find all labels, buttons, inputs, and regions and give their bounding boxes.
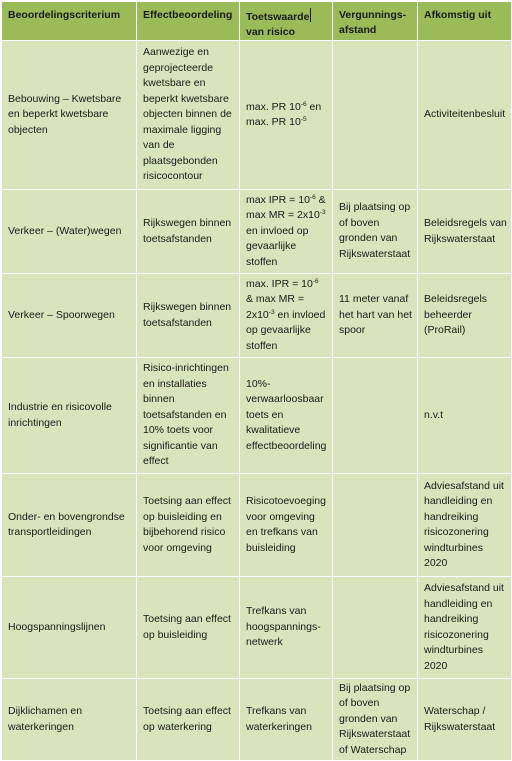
header-beoordelingscriterium: Beoordelingscriterium — [2, 2, 137, 41]
cell-criterium: Bebouwing – Kwetsbare en beperkt kwetsbare objecten — [2, 41, 137, 190]
header-vergunning-line1: Vergunnings- — [339, 9, 407, 21]
cell-afkomstig: Waterschap / Rijkswaterstaat — [418, 679, 512, 761]
header-toetswaarde-line2: van risico — [246, 26, 296, 38]
header-toetswaarde-line1: Toetswaarde — [246, 11, 310, 23]
cell-toets: Risicotoevoeging voor omgeving en trefkans van buisleiding — [240, 474, 333, 577]
cell-afkomstig: Adviesafstand uit handleiding en handreiking risicozonering windturbines 2020 — [418, 577, 512, 679]
cell-vergunning: 11 meter vanaf het hart van het spoor — [333, 274, 418, 358]
table-header-row — [2, 2, 512, 41]
cell-vergunning: Bij plaatsing op of boven gronden van Rijkswaterstaat — [333, 190, 418, 274]
cell-vergunning: Bij plaatsing op of boven gronden van Rijkswaterstaat of Waterschap — [333, 679, 418, 761]
table-row — [2, 41, 512, 190]
table-row — [2, 358, 512, 474]
cell-effect: Toetsing aan effect op buisleiding — [137, 577, 240, 679]
cell-effect: Rijkswegen binnen toetsafstanden — [137, 190, 240, 274]
header-toetswaarde[interactable] — [240, 2, 333, 41]
cell-toets: max. IPR = $10^{-6}$ & max MR = $2x10^{-3}$ en invloed op gevaarlijke stoffen — [240, 274, 333, 358]
header-vergunningsafstand — [333, 2, 418, 41]
cell-afkomstig: Activiteitenbesluit — [418, 41, 512, 190]
table-row — [2, 577, 512, 679]
text-cursor — [310, 8, 311, 22]
cell-criterium: Industrie en risicovolle inrichtingen — [2, 358, 137, 474]
cell-toets: max. PR $10^{-6}$ en max. PR $10^{-5}$ — [240, 41, 333, 190]
cell-criterium: Verkeer – Spoorwegen — [2, 274, 137, 358]
cell-vergunning — [333, 577, 418, 679]
cell-toets: 10%-verwaarloosbaar toets en kwalitatieve effectbeoordeling — [240, 358, 333, 474]
cell-criterium: Dijklichamen en waterkeringen — [2, 679, 137, 761]
cell-vergunning — [333, 474, 418, 577]
header-vergunning-line2: afstand — [339, 24, 377, 36]
cell-afkomstig: Beleidsregels van Rijkswaterstaat — [418, 190, 512, 274]
cell-criterium: Onder- en bovengrondse transportleidingen — [2, 474, 137, 577]
cell-effect: Aanwezige en geprojecteerde kwetsbare en beperkt kwetsbare objecten binnen de maximale ligging van de plaatsgebonden risicocontour — [137, 41, 240, 190]
risk-assessment-table — [1, 1, 512, 761]
cell-effect: Rijkswegen binnen toetsafstanden — [137, 274, 240, 358]
header-afkomstig-uit: Afkomstig uit — [418, 2, 512, 41]
cell-toets: Trefkans van hoogspannings-netwerk — [240, 577, 333, 679]
cell-effect: Toetsing aan effect op buisleiding en bijbehorend risico voor omgeving — [137, 474, 240, 577]
header-effectbeoordeling: Effectbeoordeling — [137, 2, 240, 41]
cell-toets: max IPR = $10^{-6}$ & max MR = $2x10^{-3}$ en invloed op gevaarlijke stoffen — [240, 190, 333, 274]
cell-afkomstig: Adviesafstand uit handleiding en handreiking risicozonering windturbines 2020 — [418, 474, 512, 577]
cell-criterium: Verkeer – (Water)wegen — [2, 190, 137, 274]
cell-afkomstig: Beleidsregels beheerder (ProRail) — [418, 274, 512, 358]
cell-vergunning — [333, 358, 418, 474]
cell-criterium: Hoogspanningslijnen — [2, 577, 137, 679]
cell-effect: Toetsing aan effect op waterkering — [137, 679, 240, 761]
table-row — [2, 679, 512, 761]
cell-effect: Risico-inrichtingen en installaties binnen toetsafstanden en 10% toets voor significantie van effect — [137, 358, 240, 474]
cell-afkomstig: n.v.t — [418, 358, 512, 474]
table-row — [2, 274, 512, 358]
table-row — [2, 474, 512, 577]
cell-vergunning — [333, 41, 418, 190]
table-row — [2, 190, 512, 274]
cell-toets: Trefkans van waterkeringen — [240, 679, 333, 761]
